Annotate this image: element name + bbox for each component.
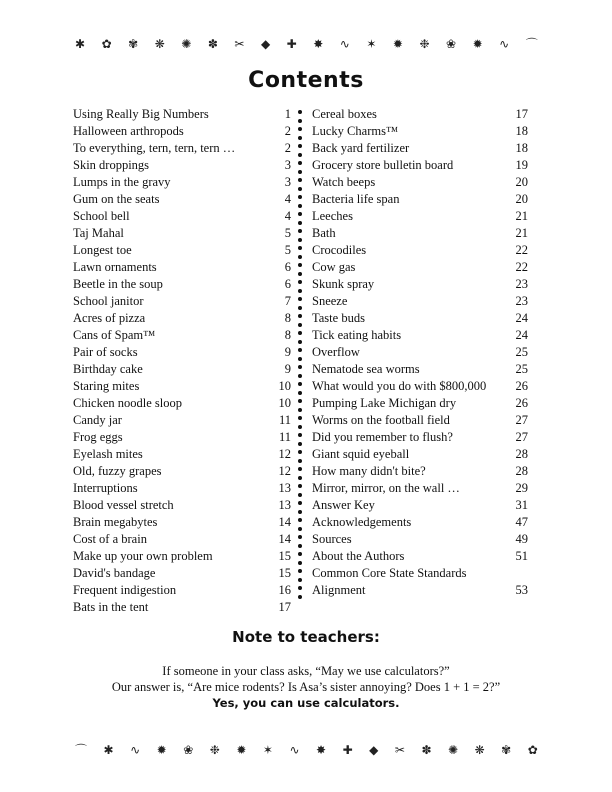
divider-dot <box>298 365 302 369</box>
toc-entry-title: Eyelash mites <box>73 447 143 461</box>
divider-dot <box>298 331 302 335</box>
toc-entry <box>312 446 528 463</box>
toc-entry-page: 13 <box>278 481 291 495</box>
toc-entry-title: Alignment <box>312 583 366 597</box>
toc-entry-page: 3 <box>284 175 291 189</box>
note-body <box>0 663 612 711</box>
toc-entry-title: Lawn ornaments <box>73 260 157 274</box>
toc-entry-title: Answer Key <box>312 498 375 512</box>
toc-entry-title: Staring mites <box>73 379 140 393</box>
toc-entry-page: 1 <box>284 107 291 121</box>
toc-entry-title: Bath <box>312 226 336 240</box>
beetle-icon: ❋ <box>474 743 485 757</box>
divider-dot <box>298 484 302 488</box>
spider-icon: ✹ <box>236 743 247 757</box>
toc-entry-title: Nematode sea worms <box>312 362 420 376</box>
toc-entry-title: Old, fuzzy grapes <box>73 464 162 478</box>
divider-dot <box>298 238 302 242</box>
bone-icon: ✚ <box>286 37 297 51</box>
worm-icon: ∿ <box>130 743 141 757</box>
divider-dot <box>298 153 302 157</box>
note-answer: Yes, you can use calculators. <box>212 696 400 710</box>
toc-entry <box>312 463 528 480</box>
toc-entry-title: Birthday cake <box>73 362 143 376</box>
divider-dot <box>298 450 302 454</box>
slug-icon: ⌒ <box>75 743 88 757</box>
louse-icon: ❀ <box>183 743 194 757</box>
mite-icon: ✸ <box>316 743 327 757</box>
toc-entry-page: 27 <box>515 430 528 444</box>
toc-entry-title: Frequent indigestion <box>73 583 177 597</box>
bone-icon: ✚ <box>342 743 353 757</box>
toc-entry <box>73 123 291 140</box>
toc-entry <box>312 191 528 208</box>
toc-entry-page: 6 <box>284 277 291 291</box>
toc-entry-page: 10 <box>278 396 291 410</box>
top-decoration-row <box>75 34 538 54</box>
toc-entry-page: 23 <box>515 294 528 308</box>
toc-entry <box>312 310 528 327</box>
ant-icon: ✱ <box>75 37 86 51</box>
toc-entry-page: 20 <box>515 192 528 206</box>
toc-entry <box>73 497 291 514</box>
toc-entry <box>312 327 528 344</box>
toc-entry-title: Giant squid eyeball <box>312 447 410 461</box>
toc-entry-title: Using Really Big Numbers <box>73 107 209 121</box>
toc-entry-title: Taste buds <box>312 311 365 325</box>
toc-entry-title: Acres of pizza <box>73 311 146 325</box>
toc-entry <box>312 123 528 140</box>
divider-dot <box>298 527 302 531</box>
tick-icon: ✺ <box>181 37 192 51</box>
toc-entry-page: 15 <box>278 549 291 563</box>
scissors-icon: ✂ <box>234 37 245 51</box>
bug-icon: ✿ <box>527 743 538 757</box>
toc-entry-page: 15 <box>278 566 291 580</box>
toc-entry-page: 24 <box>515 311 528 325</box>
toc-entry <box>73 327 291 344</box>
toc-entry <box>73 242 291 259</box>
toc-entry-page: 14 <box>278 532 291 546</box>
divider-dot <box>298 595 302 599</box>
spider-icon: ✹ <box>472 37 483 51</box>
beetle-icon: ❋ <box>154 37 165 51</box>
toc-entry-page: 4 <box>284 192 291 206</box>
toc-entry-page: 9 <box>284 362 291 376</box>
worm-icon: ∿ <box>499 37 510 51</box>
toc-entry-title: Halloween arthropods <box>73 124 184 138</box>
toc-entry <box>73 412 291 429</box>
toc-entry-title: Pair of socks <box>73 345 138 359</box>
toc-entry <box>312 412 528 429</box>
toc-entry-title: What would you do with $800,000 <box>312 379 487 393</box>
toc-entry-page: 2 <box>284 124 291 138</box>
toc-entry <box>73 310 291 327</box>
divider-dot <box>298 204 302 208</box>
toc-entry <box>73 531 291 548</box>
toc-entry-title: Back yard fertilizer <box>312 141 410 155</box>
toc-entry <box>73 157 291 174</box>
toc-entry <box>312 225 528 242</box>
divider-dot <box>298 467 302 471</box>
divider-dot <box>298 161 302 165</box>
toc-entry-title: Tick eating habits <box>312 328 402 342</box>
toc-entry-title: Bats in the tent <box>73 600 149 614</box>
divider-dot <box>298 246 302 250</box>
divider-dot <box>298 408 302 412</box>
toc-entry-title: Frog eggs <box>73 430 123 444</box>
divider-dot <box>298 442 302 446</box>
snail-icon: ✽ <box>207 37 218 51</box>
worm-icon: ∿ <box>339 37 350 51</box>
toc-entry-page: 53 <box>515 583 528 597</box>
toc-entry <box>312 361 528 378</box>
toc-entry-page: 12 <box>278 447 291 461</box>
flea-icon: ✶ <box>262 743 273 757</box>
toc-entry-title: Grocery store bulletin board <box>312 158 454 172</box>
toc-left-column <box>73 106 291 616</box>
divider-dot <box>298 272 302 276</box>
toc-entry-page: 5 <box>284 226 291 240</box>
divider-dot <box>298 416 302 420</box>
divider-dot <box>298 136 302 140</box>
toc-entry-page: 14 <box>278 515 291 529</box>
divider-dot <box>298 552 302 556</box>
toc-entry-page: 47 <box>515 515 528 529</box>
page-title: Contents <box>248 68 364 93</box>
moth-icon: ❉ <box>419 37 430 51</box>
divider-dot <box>298 391 302 395</box>
toc-entry <box>73 446 291 463</box>
toc-entry-title: Skin droppings <box>73 158 150 172</box>
worm-icon: ∿ <box>289 743 300 757</box>
slug-icon: ⌒ <box>525 37 538 51</box>
divider-dot <box>298 459 302 463</box>
toc-entry <box>73 548 291 565</box>
toc-entry <box>73 395 291 412</box>
toc-entry <box>312 582 528 599</box>
divider-dot <box>298 110 302 114</box>
toc-entry-page: 28 <box>515 464 528 478</box>
divider-dot <box>298 433 302 437</box>
divider-dot <box>298 544 302 548</box>
toc-entry-page: 20 <box>515 175 528 189</box>
toc-entry-title: Brain megabytes <box>73 515 158 529</box>
toc-entry-page: 7 <box>284 294 291 308</box>
divider-dot <box>298 374 302 378</box>
divider-dot <box>298 501 302 505</box>
toc-entry-page: 28 <box>515 447 528 461</box>
toc-entry <box>312 531 528 548</box>
toc-entry-page: 27 <box>515 413 528 427</box>
toc-entry-title: Chicken noodle sloop <box>73 396 183 410</box>
toc-entry <box>312 514 528 531</box>
toc-entry-page: 17 <box>515 107 528 121</box>
note-line: Our answer is, “Are mice rodents? Is Asa’s sister annoying? Does 1 + 1 = 2?” <box>111 680 501 694</box>
divider-dot <box>298 170 302 174</box>
divider-dot <box>298 255 302 259</box>
divider-dot <box>298 314 302 318</box>
divider-dot <box>298 323 302 327</box>
divider-dot <box>298 289 302 293</box>
toc-entry-title: Did you remember to flush? <box>312 430 453 444</box>
toc-entry-page: 24 <box>515 328 528 342</box>
toc-entry-title: Sources <box>312 532 352 546</box>
toc-entry <box>73 106 291 123</box>
fly-icon: ✾ <box>128 37 139 51</box>
divider-dot <box>298 306 302 310</box>
divider-dot <box>298 178 302 182</box>
toc-entry-title: Interruptions <box>73 481 138 495</box>
toc-entry-page: 26 <box>515 379 528 393</box>
toc-entry-page: 12 <box>278 464 291 478</box>
toc-entry-page: 18 <box>515 124 528 138</box>
toc-entry-title: Beetle in the soup <box>73 277 163 291</box>
toc-entry <box>312 480 528 497</box>
toc-entry <box>312 106 528 123</box>
toc-entry-page: 11 <box>278 413 291 427</box>
moth-icon: ❉ <box>209 743 220 757</box>
toc-entry-title: Watch beeps <box>312 175 376 189</box>
toc-entry <box>312 208 528 225</box>
toc-entry-page: 8 <box>284 311 291 325</box>
toc-entry-page: 3 <box>284 158 291 172</box>
divider-dot <box>298 212 302 216</box>
divider-dot <box>298 221 302 225</box>
toc-entry-page: 51 <box>515 549 528 563</box>
toc-entry-page: 11 <box>278 430 291 444</box>
divider-dot <box>298 357 302 361</box>
toc-entry-page: 31 <box>515 498 528 512</box>
toc-entry-page: 17 <box>278 600 291 614</box>
toc-entry-page: 5 <box>284 243 291 257</box>
toc-entry-title: Crocodiles <box>312 243 367 257</box>
divider-dot <box>298 535 302 539</box>
toc-entry-page: 22 <box>515 260 528 274</box>
divider-dot <box>298 569 302 573</box>
toc-entry-page: 2 <box>284 141 291 155</box>
toc-entry-title: David's bandage <box>73 566 156 580</box>
divider-dot <box>298 425 302 429</box>
toc-entry-page: 29 <box>515 481 528 495</box>
toc-right-column <box>312 106 528 599</box>
toc-entry-title: Blood vessel stretch <box>73 498 174 512</box>
toc-entry <box>73 378 291 395</box>
toc-entry <box>312 140 528 157</box>
toc-entry <box>312 242 528 259</box>
toc-entry-page: 25 <box>515 362 528 376</box>
divider-dot <box>298 578 302 582</box>
toc-entry-title: Gum on the seats <box>73 192 160 206</box>
toc-entry <box>73 174 291 191</box>
toc-entry-title: Pumping Lake Michigan dry <box>312 396 457 410</box>
toc-entry-title: About the Authors <box>312 549 405 563</box>
toc-entry <box>312 497 528 514</box>
tick-icon: ✺ <box>448 743 459 757</box>
ant-icon: ✱ <box>103 743 114 757</box>
spider-icon: ✹ <box>392 37 403 51</box>
toc-entry-title: Candy jar <box>73 413 122 427</box>
toc-entry <box>73 514 291 531</box>
toc-entry <box>312 259 528 276</box>
toc-entry-title: Taj Mahal <box>73 226 124 240</box>
toc-entry-title: Leeches <box>312 209 353 223</box>
toc-entry-title: Longest toe <box>73 243 132 257</box>
toc-entry <box>73 225 291 242</box>
toc-entry <box>73 463 291 480</box>
divider-dot <box>298 476 302 480</box>
toc-entry <box>312 565 528 582</box>
toc-entry <box>312 344 528 361</box>
toc-entry <box>312 157 528 174</box>
toc-entry <box>312 395 528 412</box>
toc-entry-page: 10 <box>278 379 291 393</box>
divider-dot <box>298 586 302 590</box>
note-heading: Note to teachers: <box>232 628 380 646</box>
toc-entry <box>73 140 291 157</box>
scissors-icon: ✂ <box>394 743 405 757</box>
toc-entry-title: How many didn't bite? <box>312 464 426 478</box>
toc-entry <box>312 174 528 191</box>
divider-dot <box>298 510 302 514</box>
toc-entry-title: Lumps in the gravy <box>73 175 171 189</box>
toc-entry-page: 23 <box>515 277 528 291</box>
toc-entry-title: Overflow <box>312 345 360 359</box>
toc-entry-title: Mirror, mirror, on the wall … <box>312 481 460 495</box>
snail-icon: ✽ <box>421 743 432 757</box>
bug-icon: ✿ <box>101 37 112 51</box>
toc-entry <box>312 548 528 565</box>
toc-entry <box>73 344 291 361</box>
toc-entry-page: 25 <box>515 345 528 359</box>
toc-entry-page: 13 <box>278 498 291 512</box>
toc-entry <box>312 429 528 446</box>
toc-entry-page: 19 <box>515 158 528 172</box>
toc-entry-title: Cost of a brain <box>73 532 147 546</box>
toc-entry <box>73 208 291 225</box>
bottom-decoration-row <box>75 740 538 760</box>
divider-dot <box>298 340 302 344</box>
divider-dot <box>298 399 302 403</box>
toc-entry-page: 9 <box>284 345 291 359</box>
toc-entry-title: School bell <box>73 209 130 223</box>
divider-dot <box>298 195 302 199</box>
toc-entry <box>312 378 528 395</box>
toc-entry <box>73 565 291 582</box>
louse-icon: ❀ <box>446 37 457 51</box>
divider-dot <box>298 280 302 284</box>
toc-entry <box>312 293 528 310</box>
divider-dot <box>298 518 302 522</box>
toc-entry <box>73 361 291 378</box>
toc-entry-title: Cow gas <box>312 260 356 274</box>
toc-entry <box>73 276 291 293</box>
note-line: If someone in your class asks, “May we use calculators?” <box>162 664 450 678</box>
toc-entry-title: Bacteria life span <box>312 192 400 206</box>
toc-entry-title: Cereal boxes <box>312 107 377 121</box>
spider-icon: ✹ <box>156 743 167 757</box>
toc-entry <box>73 599 291 616</box>
fish-icon: ◆ <box>369 743 379 757</box>
toc-entry-page: 22 <box>515 243 528 257</box>
toc-entry-page: 6 <box>284 260 291 274</box>
toc-entry-title: To everything, tern, tern, tern … <box>73 141 236 155</box>
toc-entry-page: 21 <box>515 209 528 223</box>
toc-entry-page: 4 <box>284 209 291 223</box>
toc-entry-title: Skunk spray <box>312 277 375 291</box>
divider-dot <box>298 561 302 565</box>
toc-entry-page: 49 <box>515 532 528 546</box>
divider-dot <box>298 127 302 131</box>
divider-dot <box>298 187 302 191</box>
toc-entry-title: Make up your own problem <box>73 549 213 563</box>
toc-entry <box>73 582 291 599</box>
toc-entry <box>73 191 291 208</box>
divider-dot <box>298 348 302 352</box>
divider-dot <box>298 382 302 386</box>
toc-entry-title: Common Core State Standards <box>312 566 467 580</box>
toc-entry-title: Sneeze <box>312 294 348 308</box>
fly-icon: ✾ <box>501 743 512 757</box>
fish-icon: ◆ <box>260 37 271 51</box>
column-divider-dots <box>296 110 304 603</box>
divider-dot <box>298 493 302 497</box>
toc-entry <box>73 259 291 276</box>
toc-entry <box>73 480 291 497</box>
toc-entry-title: Cans of Spam™ <box>73 328 156 342</box>
divider-dot <box>298 229 302 233</box>
toc-entry-title: Acknowledgements <box>312 515 412 529</box>
toc-entry-title: School janitor <box>73 294 144 308</box>
toc-entry <box>73 293 291 310</box>
divider-dot <box>298 263 302 267</box>
toc-entry-title: Worms on the football field <box>312 413 450 427</box>
toc-entry-page: 26 <box>515 396 528 410</box>
toc-entry-title: Lucky Charms™ <box>312 124 399 138</box>
toc-entry-page: 18 <box>515 141 528 155</box>
toc-entry <box>312 276 528 293</box>
toc-entry-page: 8 <box>284 328 291 342</box>
flea-icon: ✶ <box>366 37 377 51</box>
toc-entry-page: 16 <box>278 583 291 597</box>
divider-dot <box>298 119 302 123</box>
divider-dot <box>298 297 302 301</box>
toc-entry-page: 21 <box>515 226 528 240</box>
toc-entry <box>73 429 291 446</box>
mite-icon: ✸ <box>313 37 324 51</box>
divider-dot <box>298 144 302 148</box>
